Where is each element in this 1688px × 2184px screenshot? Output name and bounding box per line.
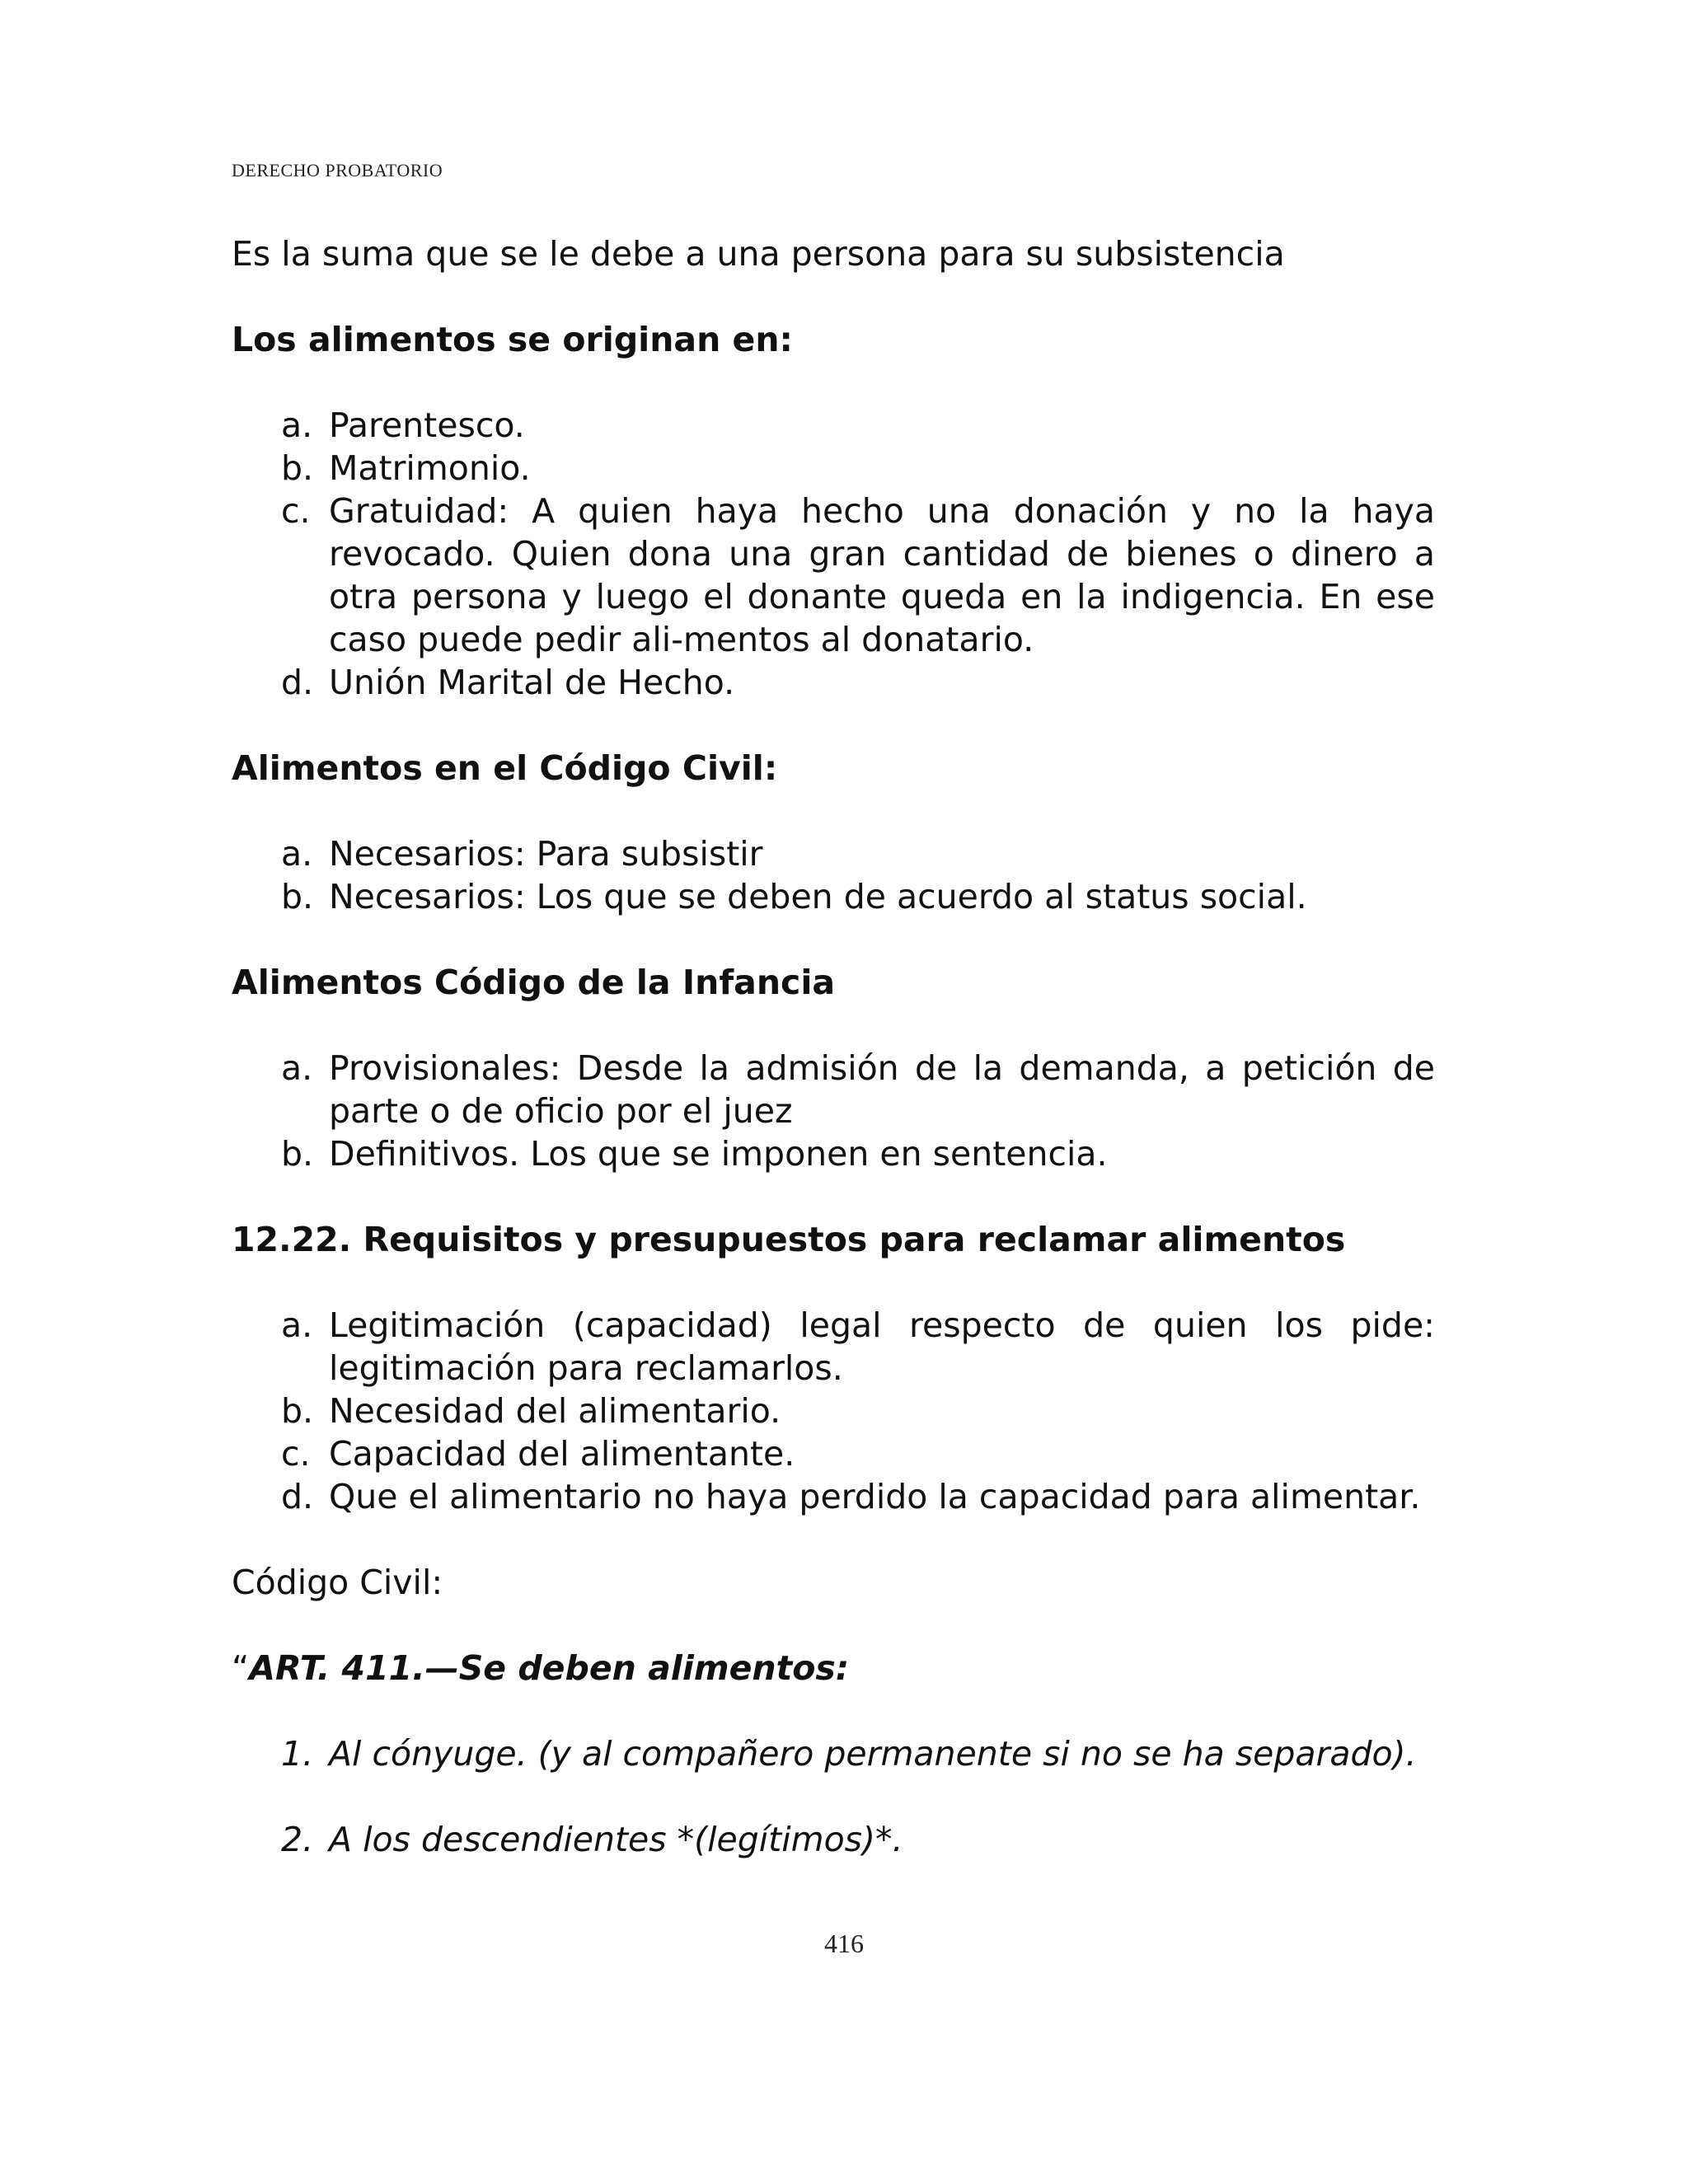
list-codigo-civil [232,832,1435,918]
list-item: d. Que el alimentario no haya perdido la capacidad para alimentar. [281,1477,1421,1516]
list-item: c. Capacidad del alimentante. [281,1434,795,1474]
list-item: b. Definitivos. Los que se imponen en sentencia. [281,1134,1108,1174]
article-heading: “ART. 411.—Se deben alimentos: [232,1648,850,1688]
article-list [232,1732,1435,1861]
list-item: a. Provisionales: Desde la admisión de la demanda, a petición de parte o de oficio por el juez [281,1048,1435,1131]
page-body [232,232,1435,1861]
section-heading-codigo-civil: Alimentos en el Código Civil: [232,748,778,788]
list-infancia [232,1047,1435,1175]
list-item: b. Matrimonio. [281,448,531,488]
page-number: 416 [824,1929,864,1958]
list-requisitos [232,1304,1435,1518]
list-item: 2. A los descendientes *(legítimos)*. [281,1820,903,1859]
codigo-civil-label: Código Civil: [232,1563,443,1602]
open-quote: “ [232,1648,250,1688]
intro-paragraph: Es la suma que se le debe a una persona para su subsistencia [232,234,1285,274]
list-item: a. Necesarios: Para subsistir [281,834,763,874]
section-heading-origen: Los alimentos se originan en: [232,320,793,359]
list-item: b. Necesidad del alimentario. [281,1391,781,1431]
list-item: a. Parentesco. [281,405,525,445]
list-item: d. Unión Marital de Hecho. [281,663,735,702]
list-item: b. Necesarios: Los que se deben de acuerdo al status social. [281,877,1307,916]
list-origen [232,404,1435,704]
list-item: 1. Al cónyuge. (y al compañero permanente si no se ha separado). [281,1734,1417,1774]
list-item: c. Gratuidad: A quien haya hecho una donación y no la haya revocado. Quien dona una gran cantidad de bienes o dinero a otra persona y luego el donante queda en la indigencia. En ese caso puede pedir ali-mentos al donatario. [281,491,1435,659]
section-heading-requisitos: 12.22. Requisitos y presupuestos para reclamar alimentos [232,1220,1346,1259]
list-item: a. Legitimación (capacidad) legal respecto de quien los pide: legitimación para reclamarlos. [281,1305,1435,1388]
running-header: DERECHO PROBATORIO [232,160,443,180]
section-heading-infancia: Alimentos Código de la Infancia [232,963,836,1002]
